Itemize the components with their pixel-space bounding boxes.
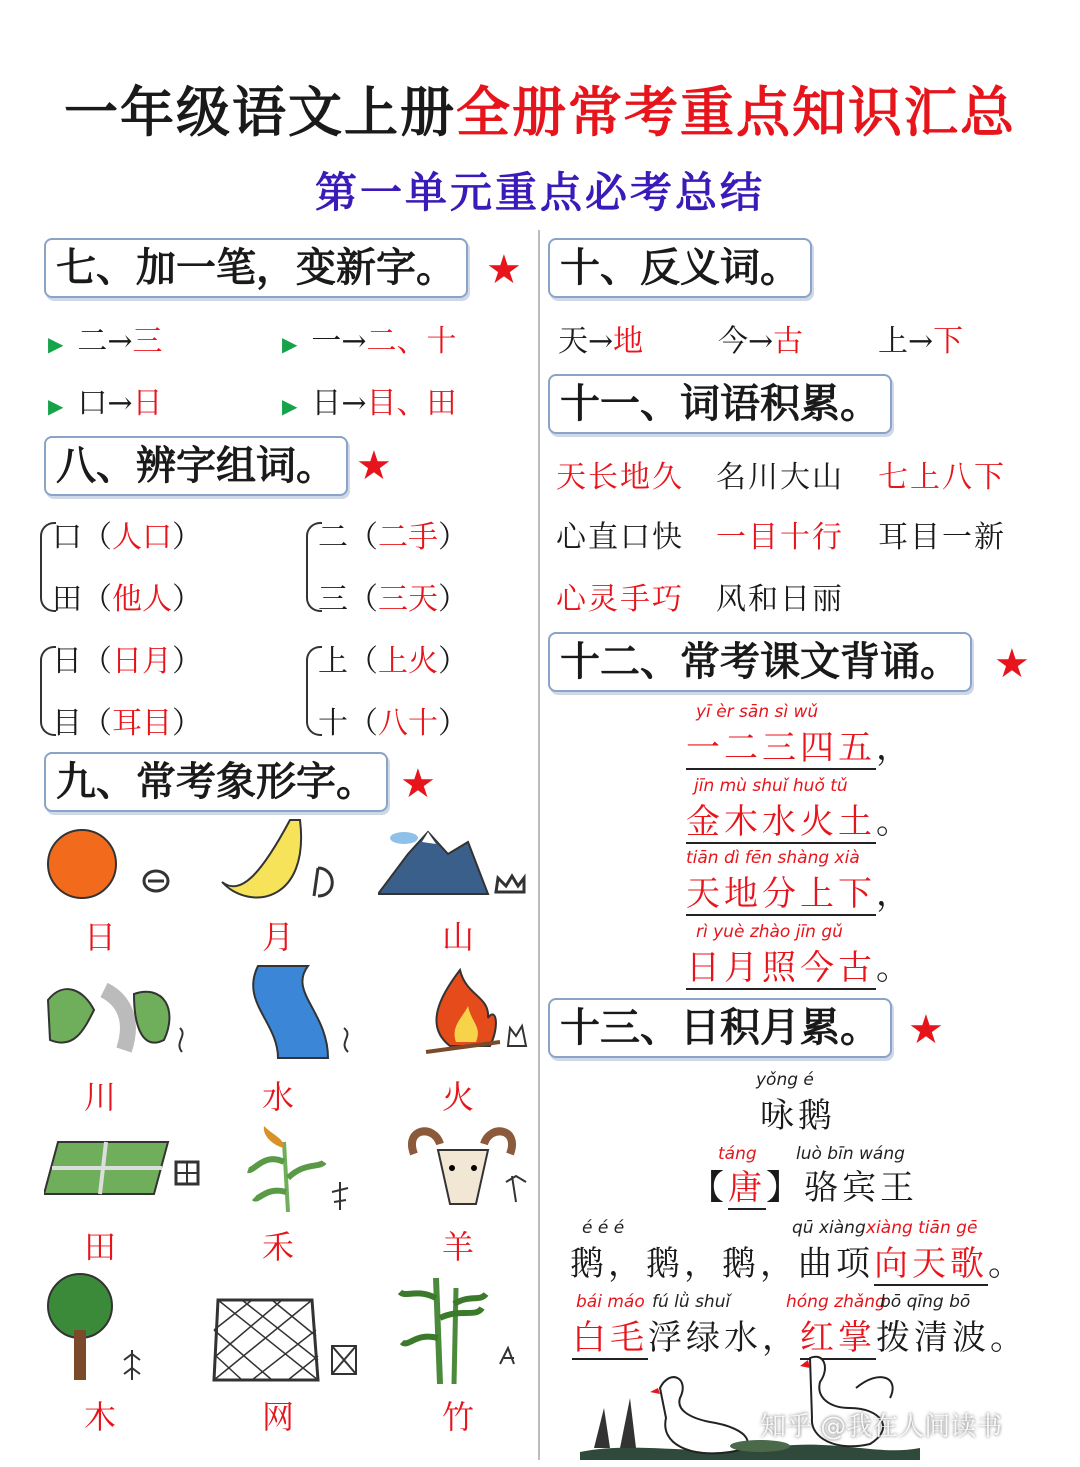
star-icon: ★ [908,1007,944,1053]
tree-icon [44,1270,154,1386]
star-icon: ★ [356,443,392,489]
sheep-icon [404,1124,534,1210]
s8-g2-b: 三（三天） [318,582,468,617]
pictograph-label: 网 [261,1398,294,1436]
recite-line: 一二三四五， [686,728,914,768]
s8-g1-b: 田（他人） [52,582,202,617]
river-icon [44,980,194,1060]
section-7-heading: 七、加一笔，变新字。 [44,238,468,298]
star-icon: ★ [400,761,436,807]
s7-item-1: ▶ 二→三 [48,324,163,359]
recite-line: 日月照今古。 [686,948,914,988]
s7-item-3: ▶ 口→日 [48,386,163,421]
pinyin: qū xiàng [792,1218,866,1238]
pictograph-label: 水 [261,1078,294,1116]
column-divider [538,230,540,1460]
mountain-icon [378,824,528,904]
pinyin: bō qīng bō [880,1292,971,1312]
pinyin: yī èr sān sì wǔ [696,702,819,722]
idiom: 一目十行 [716,520,844,555]
idiom: 心灵手巧 [556,582,684,617]
triangle-icon: ▶ [282,394,298,418]
section-12-heading: 十二、常考课文背诵。 [548,632,972,692]
moon-icon [220,816,350,906]
s8-g3-b: 目（耳目） [52,706,202,741]
watermark: 知乎 @我在人间读书 [760,1412,1003,1442]
bamboo-icon [396,1268,532,1386]
section-13-heading: 十三、日积月累。 [548,998,892,1058]
s8-g1-a: 口（人口） [52,520,202,555]
water-icon [238,962,362,1062]
poem-line-1: 鹅，鹅，鹅，曲项向天歌。 [570,1244,1026,1284]
pinyin: bái máo [576,1292,645,1312]
section-10-heading: 十、反义词。 [548,238,812,298]
poem-author: 【唐】骆宾王 [690,1168,918,1208]
pinyin: hóng zhǎng [786,1292,886,1312]
star-icon: ★ [994,641,1030,687]
s10-pair-1: 天→地 [558,324,644,359]
pinyin: táng [718,1144,757,1164]
idiom: 七上八下 [878,460,1006,495]
poem-title: 咏鹅 [760,1096,836,1136]
net-icon [212,1290,362,1390]
s10-pair-3: 上→下 [878,324,964,359]
pictograph-label: 日 [83,918,116,956]
pinyin: xiàng tiān gē [866,1218,978,1238]
pictograph-label: 月 [261,918,294,956]
field-icon [44,1132,204,1202]
idiom: 天长地久 [556,460,684,495]
pictograph-label: 田 [83,1228,116,1266]
pictograph-label: 川 [83,1078,116,1116]
sun-icon [44,826,174,906]
pinyin: rì yuè zhào jīn gǔ [696,922,843,942]
s8-g2-a: 二（二手） [318,520,468,555]
triangle-icon: ▶ [282,332,298,356]
s8-g4-a: 上（上火） [318,644,468,679]
page-title [0,70,1080,147]
idiom: 风和日丽 [716,582,844,617]
pictograph-label: 竹 [441,1398,474,1436]
pinyin: tiān dì fēn shàng xià [686,848,860,868]
poem-line-2: 白毛浮绿水，红掌拨清波。 [572,1318,1028,1358]
s7-item-2: ▶ 一→二、十 [282,324,457,359]
pictograph-label: 山 [441,918,474,956]
s7-item-4: ▶ 日→目、田 [282,386,457,421]
s10-pair-2: 今→古 [718,324,804,359]
idiom: 名川大山 [716,460,844,495]
recite-line: 金木水火土。 [686,802,914,842]
s8-g4-b: 十（八十） [318,706,468,741]
title-black: 一年级语文上册 [64,81,456,144]
pinyin: é é é [582,1218,625,1238]
pictograph-label: 火 [441,1078,474,1116]
title-red: 全册常考重点知识汇总 [456,81,1016,144]
pinyin: jīn mù shuǐ huǒ tǔ [694,776,848,796]
triangle-icon: ▶ [48,332,64,356]
pictograph-label: 禾 [261,1228,294,1266]
section-11-heading: 十一、词语积累。 [548,374,892,434]
idiom: 心直口快 [556,520,684,555]
page-subtitle: 第一单元重点必考总结 [314,168,765,217]
fire-icon [420,966,530,1056]
pinyin: fú lǜ shuǐ [652,1292,731,1312]
recite-line: 天地分上下， [686,874,914,914]
pinyin: yǒng é [756,1070,814,1090]
pictograph-label: 羊 [441,1228,474,1266]
section-9-heading: 九、常考象形字。 [44,752,388,812]
pinyin: luò bīn wáng [796,1144,905,1164]
idiom: 耳目一新 [878,520,1006,555]
triangle-icon: ▶ [48,394,64,418]
section-8-heading: 八、辨字组词。 [44,436,348,496]
geese-illustration-icon [580,1348,920,1460]
pictograph-label: 木 [83,1398,116,1436]
star-icon: ★ [486,247,522,293]
s8-g3-a: 日（日月） [52,644,202,679]
grain-icon [244,1122,364,1212]
